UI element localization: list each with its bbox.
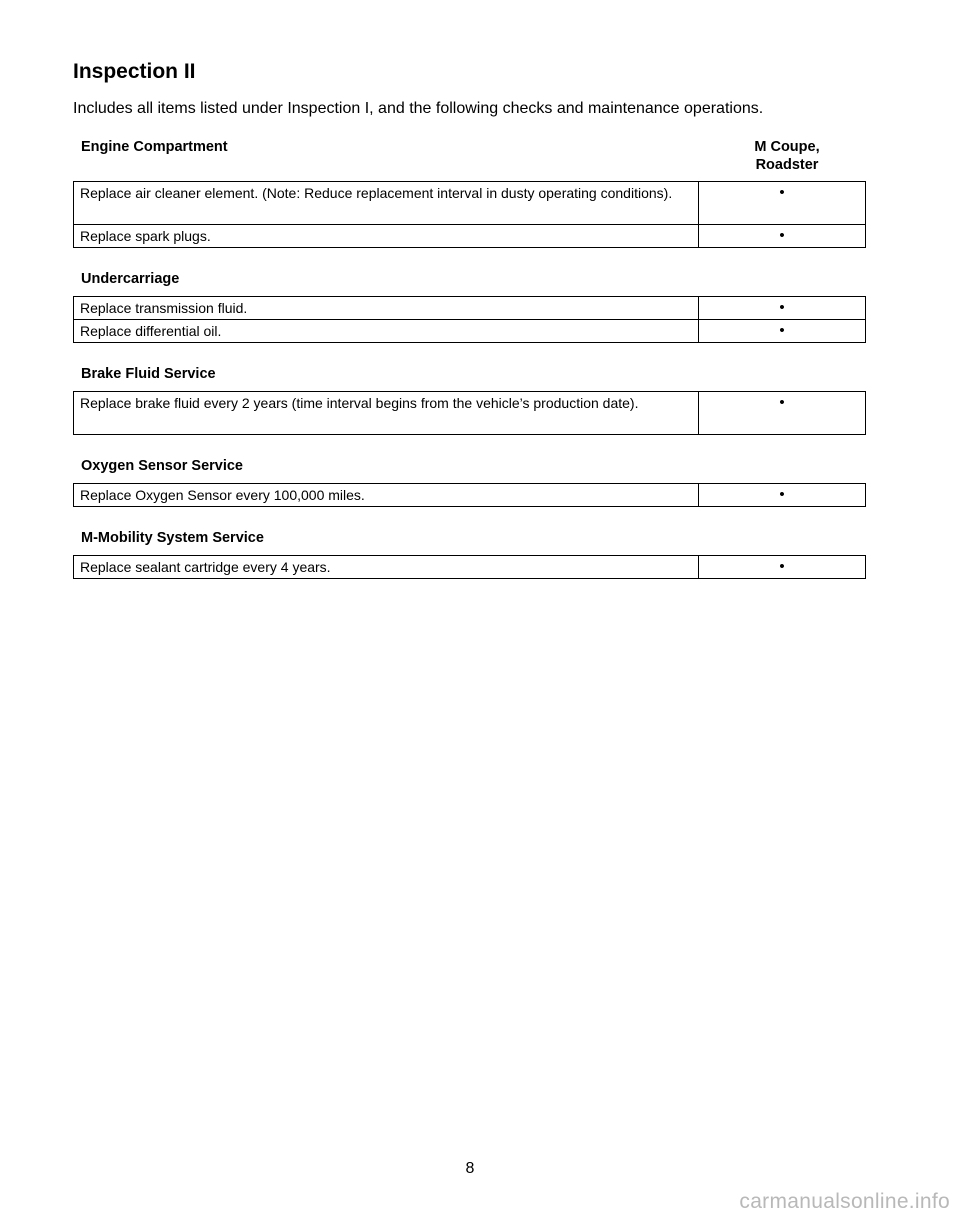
row-mark: • <box>699 484 866 507</box>
section-heading-brake-fluid: Brake Fluid Service <box>81 366 216 382</box>
m-mobility-table <box>73 555 866 579</box>
column-header-line2: Roadster <box>755 157 819 173</box>
row-description: Replace differential oil. <box>74 320 699 343</box>
engine-header-row <box>73 138 866 174</box>
page-number: 8 <box>465 1160 475 1177</box>
row-description: Replace spark plugs. <box>74 225 699 248</box>
row-description: Replace sealant cartridge every 4 years. <box>74 556 699 579</box>
table-row <box>74 225 866 248</box>
page-title: Inspection II <box>73 60 196 83</box>
brake-fluid-table <box>73 391 866 435</box>
row-description: Replace Oxygen Sensor every 100,000 miles. <box>74 484 699 507</box>
row-mark: • <box>699 225 866 248</box>
section-heading-oxygen-sensor: Oxygen Sensor Service <box>81 458 243 474</box>
row-description: Replace brake fluid every 2 years (time interval begins from the vehicle’s production date). <box>74 392 699 435</box>
table-row <box>74 320 866 343</box>
row-mark: • <box>699 182 866 225</box>
table-row <box>74 182 866 225</box>
table-row <box>74 556 866 579</box>
section-heading-engine: Engine Compartment <box>81 139 228 155</box>
engine-table <box>73 181 866 248</box>
column-header-line1: M Coupe, <box>754 139 820 155</box>
table-row <box>74 484 866 507</box>
undercarriage-table <box>73 296 866 343</box>
oxygen-sensor-table <box>73 483 866 507</box>
row-mark: • <box>699 556 866 579</box>
document-page <box>73 58 866 579</box>
intro-text: Includes all items listed under Inspection I, and the following checks and maintenance operations. <box>73 100 764 117</box>
table-row <box>74 392 866 435</box>
row-mark: • <box>699 392 866 435</box>
table-row <box>74 297 866 320</box>
section-heading-undercarriage: Undercarriage <box>81 271 180 287</box>
row-mark: • <box>699 320 866 343</box>
watermark-text: carmanualsonline.info <box>739 1190 950 1213</box>
row-mark: • <box>699 297 866 320</box>
section-heading-m-mobility: M-Mobility System Service <box>81 530 264 546</box>
column-header-models <box>728 138 846 174</box>
row-description: Replace transmission fluid. <box>74 297 699 320</box>
row-description: Replace air cleaner element. (Note: Reduce replacement interval in dusty operating conditions). <box>74 182 699 225</box>
